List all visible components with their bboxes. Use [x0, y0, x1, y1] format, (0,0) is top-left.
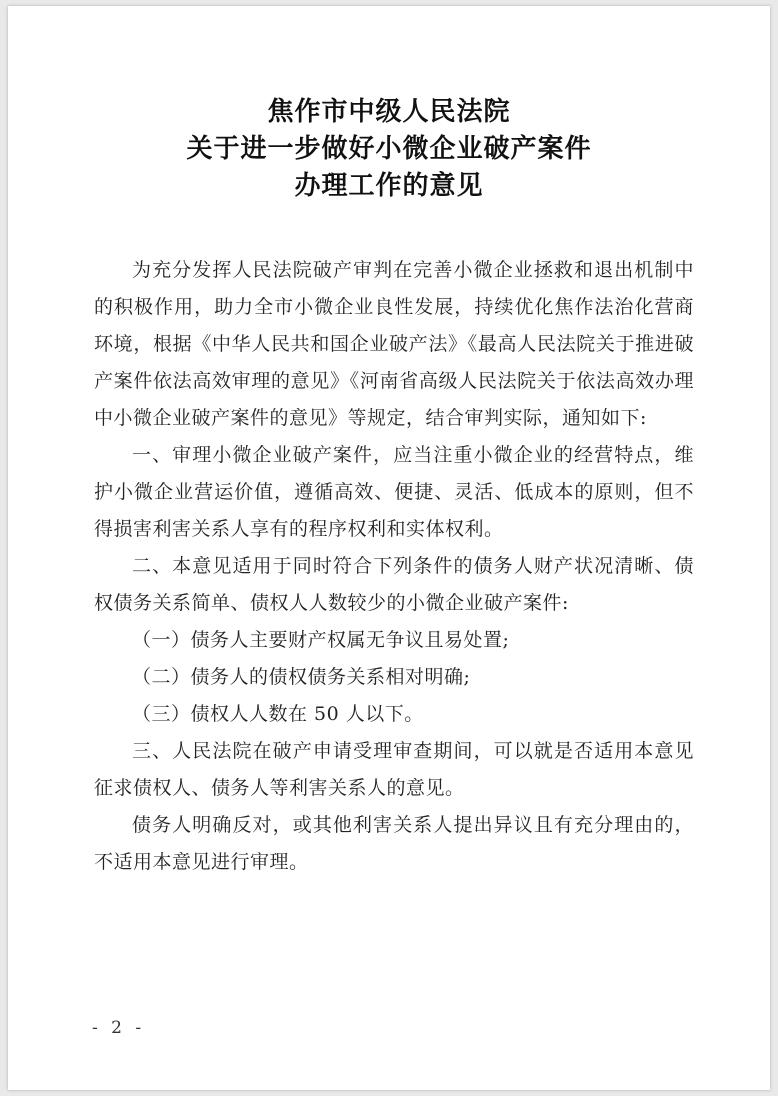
- page-number: - 2 -: [92, 1018, 146, 1038]
- paragraph-article-2: 二、本意见适用于同时符合下列条件的债务人财产状况清晰、债权债务关系简单、债权人人数较少的小微企业破产案件:: [94, 555, 694, 614]
- paragraph-article-3-exception: 债务人明确反对，或其他利害关系人提出异议且有充分理由的，不适用本意见进行审理。: [94, 814, 694, 873]
- paragraph-condition-1: （一）债务人主要财产权属无争议且易处置;: [132, 629, 510, 651]
- document-body: [94, 252, 694, 881]
- paragraph-article-3: 三、人民法院在破产申请受理审查期间，可以就是否适用本意见征求债权人、债务人等利害关系人的意见。: [94, 740, 694, 799]
- paragraph-condition-2: （二）债务人的债权债务关系相对明确;: [132, 666, 471, 688]
- paragraph-article-1: 一、审理小微企业破产案件，应当注重小微企业的经营特点，维护小微企业营运价值，遵循高效、便捷、灵活、低成本的原则，但不得损害利害关系人享有的程序权利和实体权利。: [94, 444, 694, 540]
- document-title: [8, 94, 770, 205]
- paragraph-intro: 为充分发挥人民法院破产审判在完善小微企业拯救和退出机制中的积极作用，助力全市小微企业良性发展，持续优化焦作法治化营商环境，根据《中华人民共和国企业破产法》《最高人民法院关于推进破产案件依法高效审理的意见》《河南省高级人民法院关于依法高效办理中小微企业破产案件的意见》等规定，结合审判实际，通知如下:: [94, 259, 694, 429]
- paragraph-condition-3: （三）债权人人数在 50 人以下。: [132, 703, 424, 725]
- document-page: [8, 6, 770, 1090]
- title-line-3: 办理工作的意见: [294, 171, 484, 201]
- title-line-2: 关于进一步做好小微企业破产案件: [186, 134, 592, 164]
- title-line-1: 焦作市中级人民法院: [267, 97, 511, 127]
